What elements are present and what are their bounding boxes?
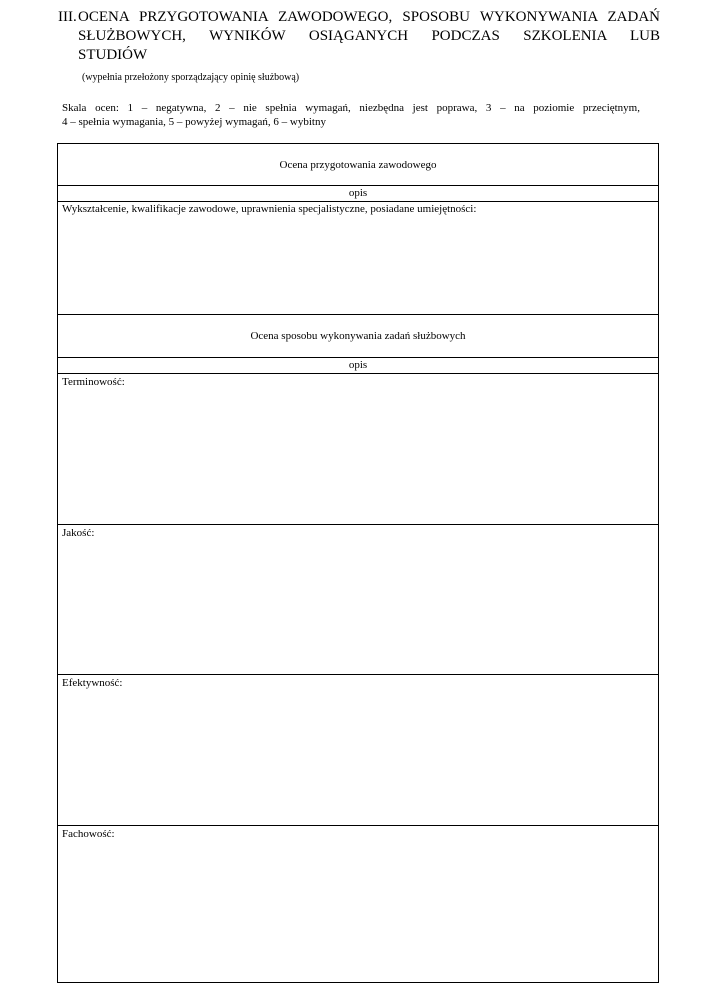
section-title-line-3: STUDIÓW	[78, 47, 148, 63]
efficiency-field[interactable]	[58, 675, 658, 826]
section-task-performance-title: Ocena sposobu wykonywania zadań służbowych	[58, 315, 658, 358]
expertise-field[interactable]	[58, 826, 658, 984]
timeliness-label: Terminowość:	[62, 376, 125, 388]
evaluation-form	[57, 143, 659, 983]
section-professional-preparation-title: Ocena przygotowania zawodowego	[58, 144, 658, 186]
section-title-line-1: OCENA PRZYGOTOWANIA ZAWODOWEGO, SPOSOBU WYKONYWANIA ZADAŃ	[78, 9, 660, 25]
education-qualifications-label: Wykształcenie, kwalifikacje zawodowe, uprawnienia specjalistyczne, posiadane umiejętności:	[62, 203, 477, 215]
section-professional-preparation-opis: opis	[58, 186, 658, 202]
section-note: (wypełnia przełożony sporządzający opinię służbową)	[82, 72, 300, 83]
section-task-performance-opis: opis	[58, 358, 658, 374]
quality-field[interactable]	[58, 525, 658, 675]
rating-scale-line-2: 4 – spełnia wymagania, 5 – powyżej wymagań, 6 – wybitny	[62, 116, 326, 128]
timeliness-field[interactable]	[58, 374, 658, 525]
expertise-label: Fachowość:	[62, 828, 115, 840]
rating-scale	[62, 101, 640, 129]
section-title-line-2: SŁUŻBOWYCH, WYNIKÓW OSIĄGANYCH PODCZAS SZKOLENIA LUB	[78, 28, 660, 44]
efficiency-label: Efektywność:	[62, 677, 123, 689]
section-number: III.	[58, 9, 77, 25]
education-qualifications-field[interactable]	[58, 202, 658, 315]
section-title	[78, 8, 660, 65]
quality-label: Jakość:	[62, 527, 95, 539]
rating-scale-line-1: Skala ocen: 1 – negatywna, 2 – nie spełnia wymagań, niezbędna jest poprawa, 3 – na poziomie przeciętnym,	[62, 102, 640, 114]
